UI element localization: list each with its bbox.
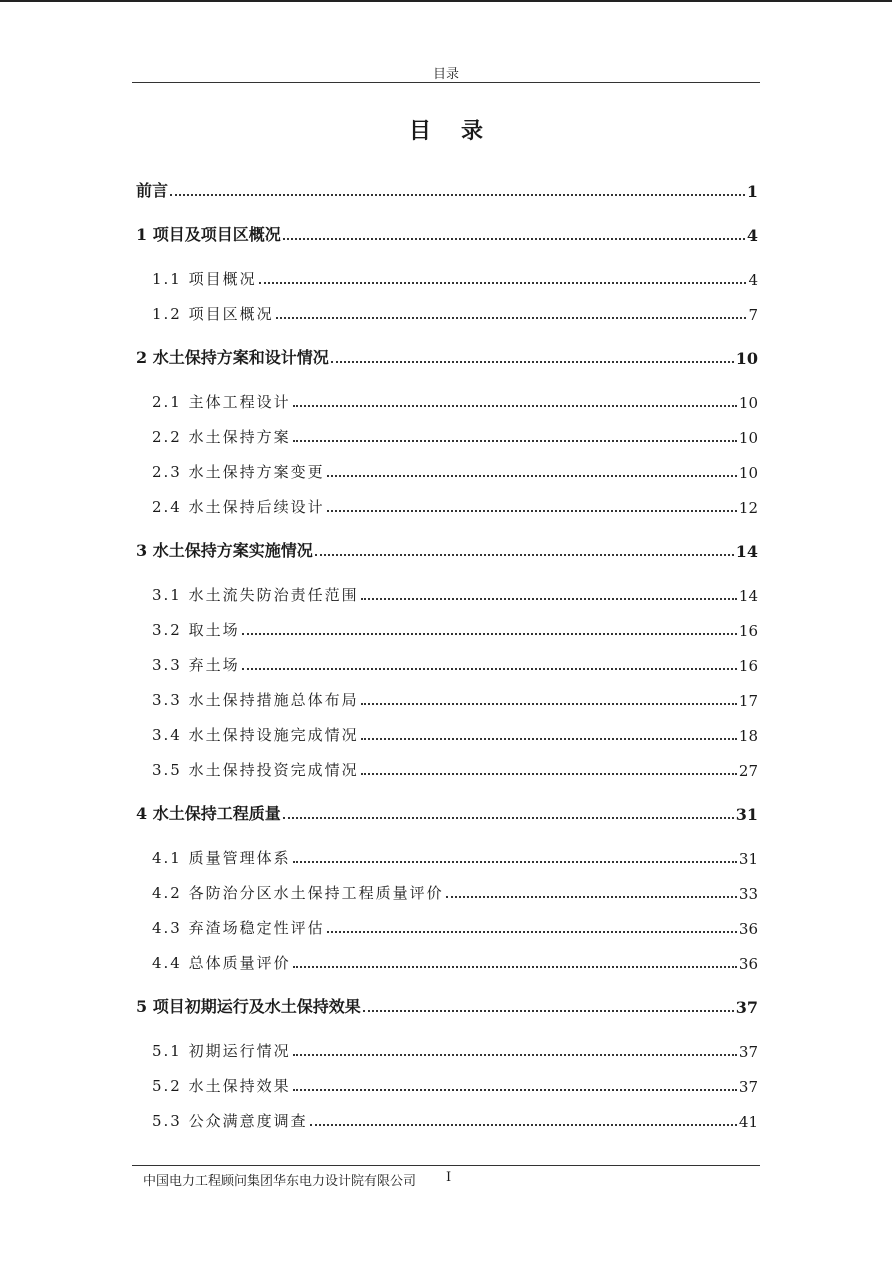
toc-chapter-entry[interactable] <box>136 537 758 561</box>
toc-dot-leader <box>293 966 737 968</box>
toc-entry-page: 36 <box>738 920 758 938</box>
toc-section-entry[interactable] <box>152 756 758 780</box>
toc-dot-leader <box>293 405 737 407</box>
toc-section-entry[interactable] <box>152 1037 758 1061</box>
running-header: 目录 <box>432 67 459 82</box>
toc-chapter-entry[interactable] <box>136 800 758 824</box>
toc-dot-leader <box>315 554 734 556</box>
toc-chapter-entry[interactable] <box>136 221 758 245</box>
toc-section-entry[interactable] <box>152 844 758 868</box>
toc-entry-page: 10 <box>738 429 758 447</box>
toc-dot-leader <box>293 861 737 863</box>
toc-dot-leader <box>283 238 745 240</box>
toc-dot-leader <box>361 703 737 705</box>
toc-dot-leader <box>310 1124 737 1126</box>
toc-entry-label: 2.3 水土保持方案变更 <box>152 463 325 481</box>
toc-entry-page: 27 <box>738 762 758 780</box>
toc-entry-label: 2.4 水土保持后续设计 <box>152 498 325 516</box>
toc-entry-page: 4 <box>748 271 758 289</box>
toc-section-entry[interactable] <box>152 686 758 710</box>
toc-chapter-entry[interactable] <box>136 993 758 1017</box>
toc-entry-page: 10 <box>738 464 758 482</box>
toc-section-entry[interactable] <box>152 1072 758 1096</box>
toc-entry-page: 31 <box>738 850 758 868</box>
toc-dot-leader <box>331 361 734 363</box>
toc-entry-label: 5.2 水土保持效果 <box>152 1077 291 1095</box>
toc-section-entry[interactable] <box>152 423 758 447</box>
toc-section-entry[interactable] <box>152 388 758 412</box>
toc-entry-page: 33 <box>738 885 758 903</box>
toc-section-entry[interactable] <box>152 458 758 482</box>
toc-entry-page: 18 <box>738 727 758 745</box>
toc-dot-leader <box>361 598 737 600</box>
toc-entry-label: 3 水土保持方案实施情况 <box>136 541 313 560</box>
toc-section-entry[interactable] <box>152 616 758 640</box>
toc-dot-leader <box>327 475 737 477</box>
toc-section-entry[interactable] <box>152 914 758 938</box>
toc-section-entry[interactable] <box>152 651 758 675</box>
toc-entry-page: 41 <box>738 1113 758 1131</box>
toc-entry-page: 10 <box>735 349 758 368</box>
toc-entry-label: 1.1 项目概况 <box>152 270 257 288</box>
toc-entry-label: 4.2 各防治分区水土保持工程质量评价 <box>152 884 444 902</box>
toc-entry-page: 10 <box>738 394 758 412</box>
toc-section-entry[interactable] <box>152 300 758 324</box>
toc-section-entry[interactable] <box>152 581 758 605</box>
toc-chapter-entry[interactable] <box>136 344 758 368</box>
toc-dot-leader <box>293 440 737 442</box>
toc-entry-label: 3.1 水土流失防治责任范围 <box>152 586 359 604</box>
toc-chapter-entry[interactable] <box>136 177 758 201</box>
page-title: 目录 <box>408 118 513 144</box>
toc-section-entry[interactable] <box>152 265 758 289</box>
toc-entry-label: 4.1 质量管理体系 <box>152 849 291 867</box>
toc-entry-label: 3.4 水土保持设施完成情况 <box>152 726 359 744</box>
toc-entry-page: 37 <box>738 1043 758 1061</box>
toc-entry-label: 1.2 项目区概况 <box>152 305 274 323</box>
toc-entry-label: 3.3 水土保持措施总体布局 <box>152 691 359 709</box>
top-border <box>0 0 892 2</box>
toc-entry-page: 16 <box>738 622 758 640</box>
toc-entry-page: 12 <box>738 499 758 517</box>
toc-dot-leader <box>242 668 737 670</box>
toc-section-entry[interactable] <box>152 949 758 973</box>
toc-entry-page: 17 <box>738 692 758 710</box>
toc-entry-page: 1 <box>746 182 758 201</box>
footer-divider <box>132 1165 760 1166</box>
toc-entry-label: 5.3 公众满意度调查 <box>152 1112 308 1130</box>
toc-entry-label: 3.3 弃土场 <box>152 656 240 674</box>
toc-entry-label: 2.2 水土保持方案 <box>152 428 291 446</box>
toc-entry-page: 14 <box>735 542 758 561</box>
toc-entry-label: 4.4 总体质量评价 <box>152 954 291 972</box>
toc-dot-leader <box>327 931 737 933</box>
toc-entry-page: 37 <box>735 998 758 1017</box>
toc-entry-page: 4 <box>746 226 758 245</box>
toc-entry-label: 2.1 主体工程设计 <box>152 393 291 411</box>
toc-dot-leader <box>327 510 737 512</box>
toc-dot-leader <box>363 1010 734 1012</box>
toc-section-entry[interactable] <box>152 721 758 745</box>
toc-dot-leader <box>361 773 737 775</box>
toc-entry-page: 16 <box>738 657 758 675</box>
toc-dot-leader <box>283 817 734 819</box>
footer-company: 中国电力工程顾问集团华东电力设计院有限公司 <box>143 1174 417 1189</box>
header-divider <box>132 82 760 83</box>
toc-entry-label: 5 项目初期运行及水土保持效果 <box>136 997 361 1016</box>
toc-entry-page: 37 <box>738 1078 758 1096</box>
toc-entry-page: 36 <box>738 955 758 973</box>
toc-entry-label: 5.1 初期运行情况 <box>152 1042 291 1060</box>
toc-entry-label: 前言 <box>136 181 169 200</box>
toc-entry-page: 7 <box>748 306 758 324</box>
toc-entry-label: 4 水土保持工程质量 <box>136 804 281 823</box>
toc-dot-leader <box>293 1089 737 1091</box>
toc-dot-leader <box>259 282 747 284</box>
toc-entry-label: 3.2 取土场 <box>152 621 240 639</box>
toc-dot-leader <box>446 896 737 898</box>
toc-entry-label: 1 项目及项目区概况 <box>136 225 281 244</box>
toc-entry-page: 31 <box>735 805 758 824</box>
toc-entry-label: 2 水土保持方案和设计情况 <box>136 348 329 367</box>
toc-entry-page: 14 <box>738 587 758 605</box>
toc-section-entry[interactable] <box>152 493 758 517</box>
toc-entry-label: 3.5 水土保持投资完成情况 <box>152 761 359 779</box>
toc-dot-leader <box>242 633 737 635</box>
toc-dot-leader <box>293 1054 737 1056</box>
toc-entry-label: 4.3 弃渣场稳定性评估 <box>152 919 325 937</box>
toc-section-entry[interactable] <box>152 879 758 903</box>
footer-page-number: I <box>446 1170 452 1185</box>
toc-section-entry[interactable] <box>152 1107 758 1131</box>
toc-dot-leader <box>276 317 747 319</box>
toc-dot-leader <box>170 194 745 196</box>
toc-dot-leader <box>361 738 737 740</box>
